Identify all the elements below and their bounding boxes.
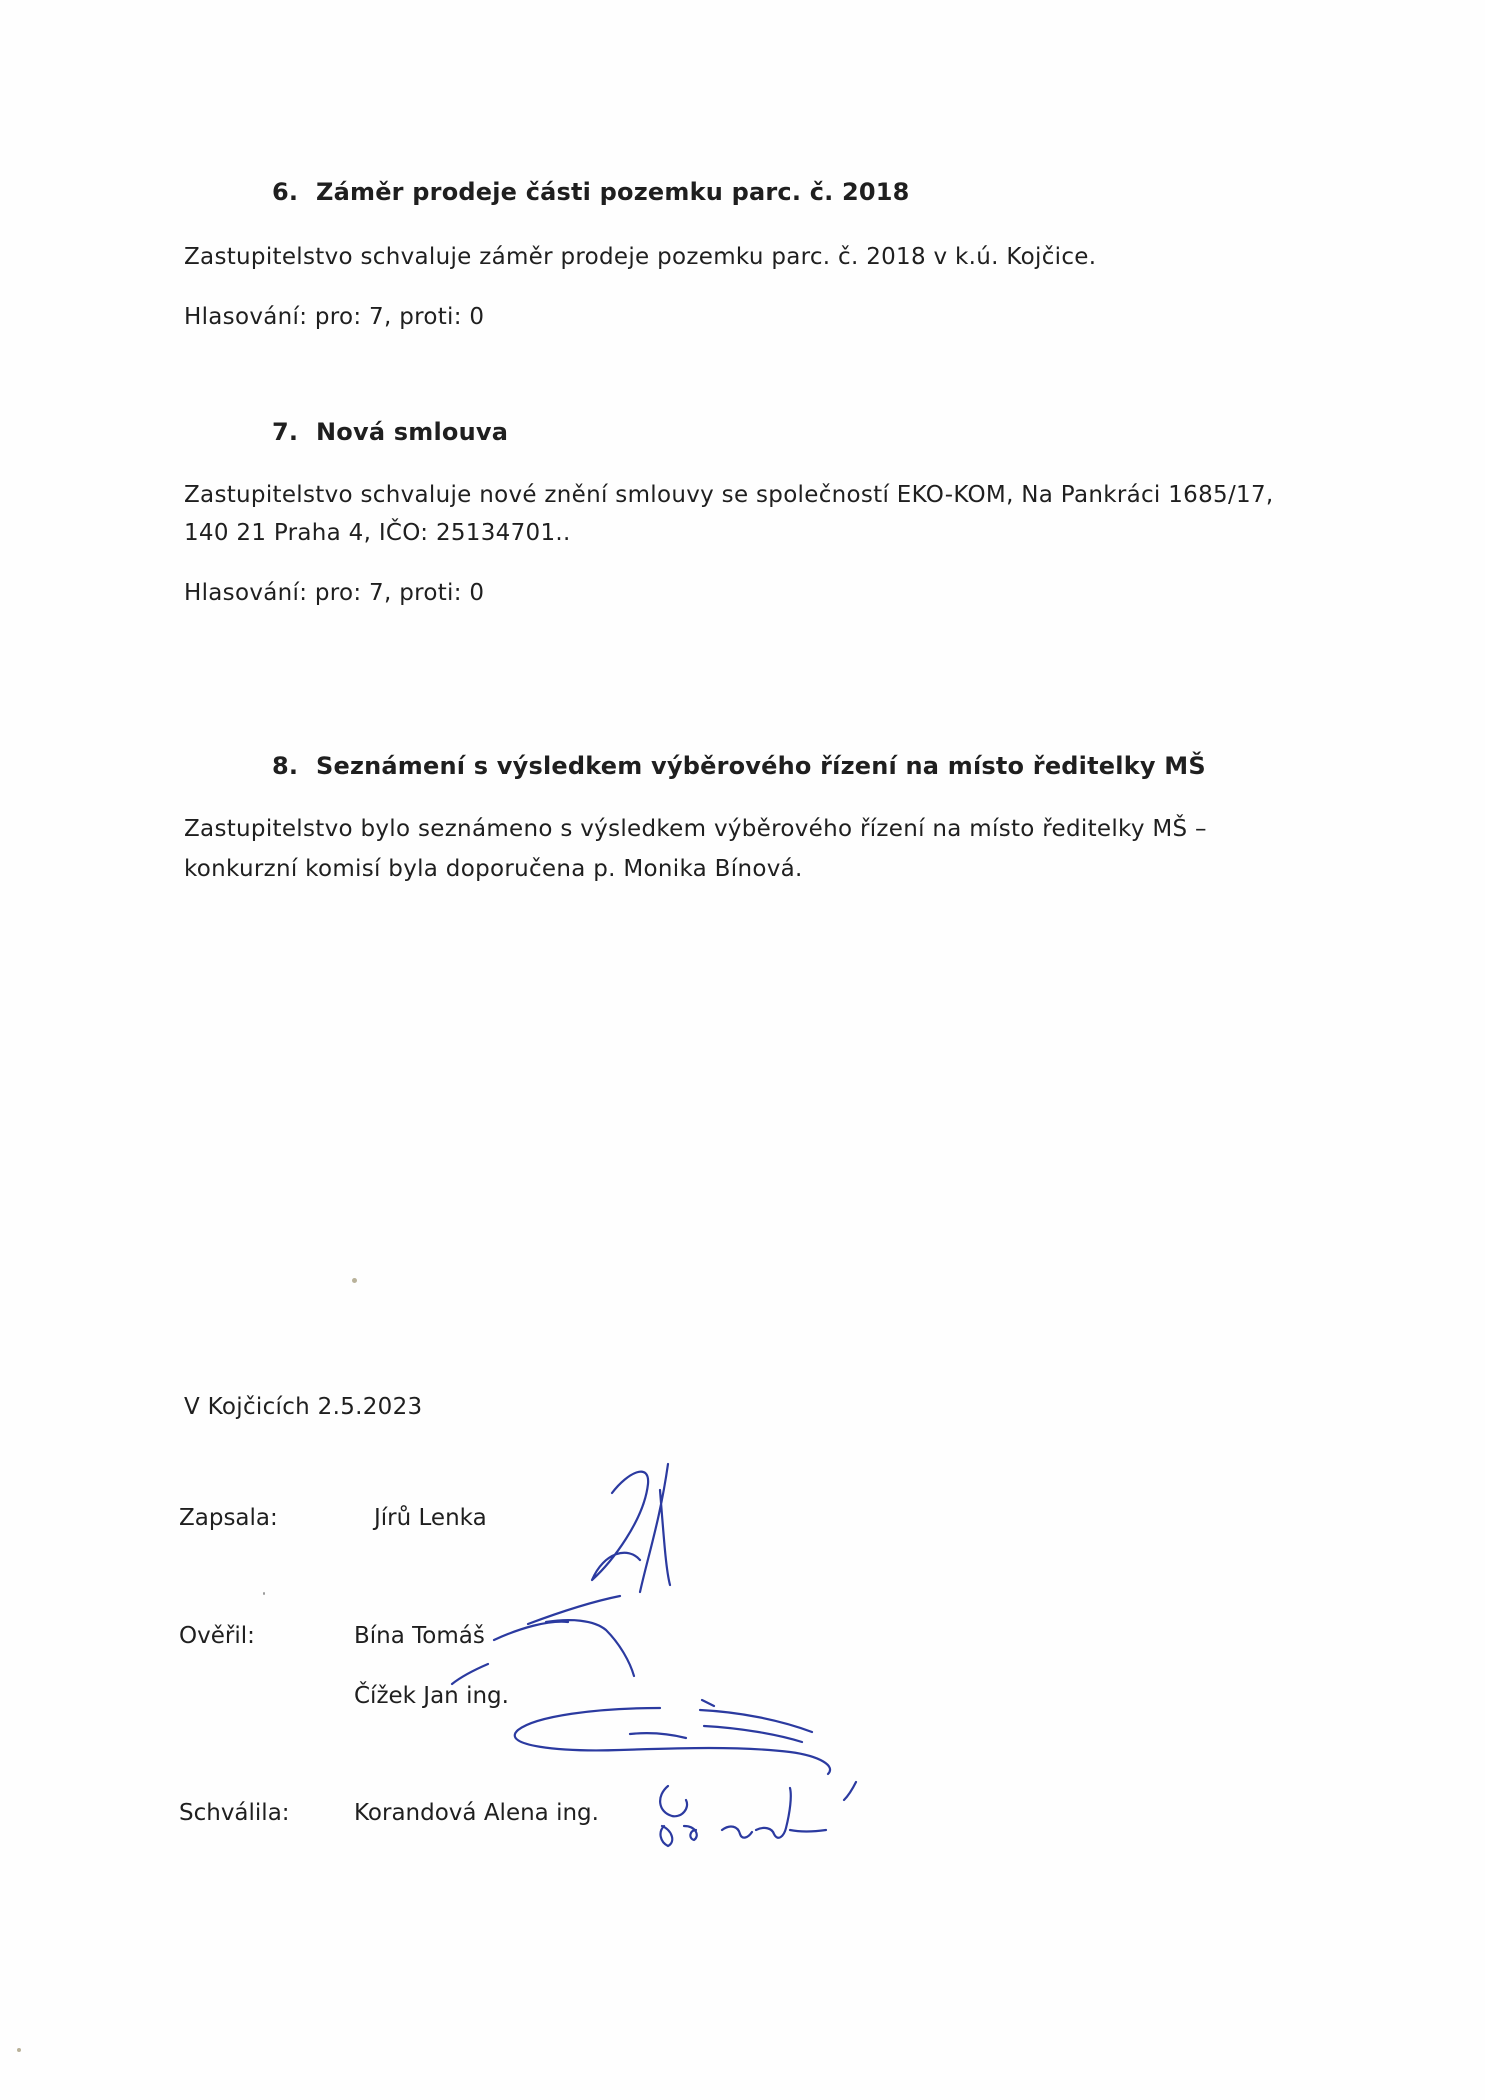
scan-speck — [263, 1592, 265, 1595]
section-8-number: 8. — [272, 752, 299, 780]
section-8-text-line-2: konkurzní komisí byla doporučena p. Monika Bínová. — [184, 856, 803, 882]
section-6-number: 6. — [272, 178, 299, 206]
section-6-heading — [272, 178, 910, 206]
section-8-text-line-1: Zastupitelstvo bylo seznámeno s výsledkem výběrového řízení na místo ředitelky MŠ – — [184, 816, 1207, 842]
approved-by-label: Schválila: — [179, 1800, 290, 1826]
recorded-by-name: Jírů Lenka — [374, 1505, 487, 1531]
section-8-heading — [272, 752, 1206, 780]
approved-by-name: Korandová Alena ing. — [354, 1800, 599, 1826]
section-7-vote: Hlasování: pro: 7, proti: 0 — [184, 580, 485, 606]
section-7-text-line-1: Zastupitelstvo schvaluje nové znění smlouvy se společností EKO-KOM, Na Pankráci 1685/17, — [184, 482, 1274, 508]
signature-approved — [660, 1782, 856, 1846]
section-7-title: Nová smlouva — [316, 418, 509, 446]
section-7-heading — [272, 418, 508, 446]
verified-by-label: Ověřil: — [179, 1623, 255, 1649]
section-7-number: 7. — [272, 418, 299, 446]
verified-by-name-1: Bína Tomáš — [354, 1623, 485, 1649]
scan-speck — [17, 2048, 21, 2052]
scan-speck — [352, 1278, 357, 1283]
section-6-title: Záměr prodeje části pozemku parc. č. 2018 — [316, 178, 910, 206]
recorded-by-label: Zapsala: — [179, 1505, 278, 1531]
signature-verified-2 — [515, 1700, 830, 1774]
signature-recorded — [592, 1464, 670, 1592]
section-6-vote: Hlasování: pro: 7, proti: 0 — [184, 304, 485, 330]
section-7-text-line-2: 140 21 Praha 4, IČO: 25134701.. — [184, 520, 571, 546]
section-6-text: Zastupitelstvo schvaluje záměr prodeje pozemku parc. č. 2018 v k.ú. Kojčice. — [184, 244, 1097, 270]
verified-by-name-2: Čížek Jan ing. — [354, 1683, 509, 1709]
place-date: V Kojčicích 2.5.2023 — [184, 1394, 423, 1420]
section-8-title: Seznámení s výsledkem výběrového řízení na místo ředitelky MŠ — [316, 752, 1206, 780]
